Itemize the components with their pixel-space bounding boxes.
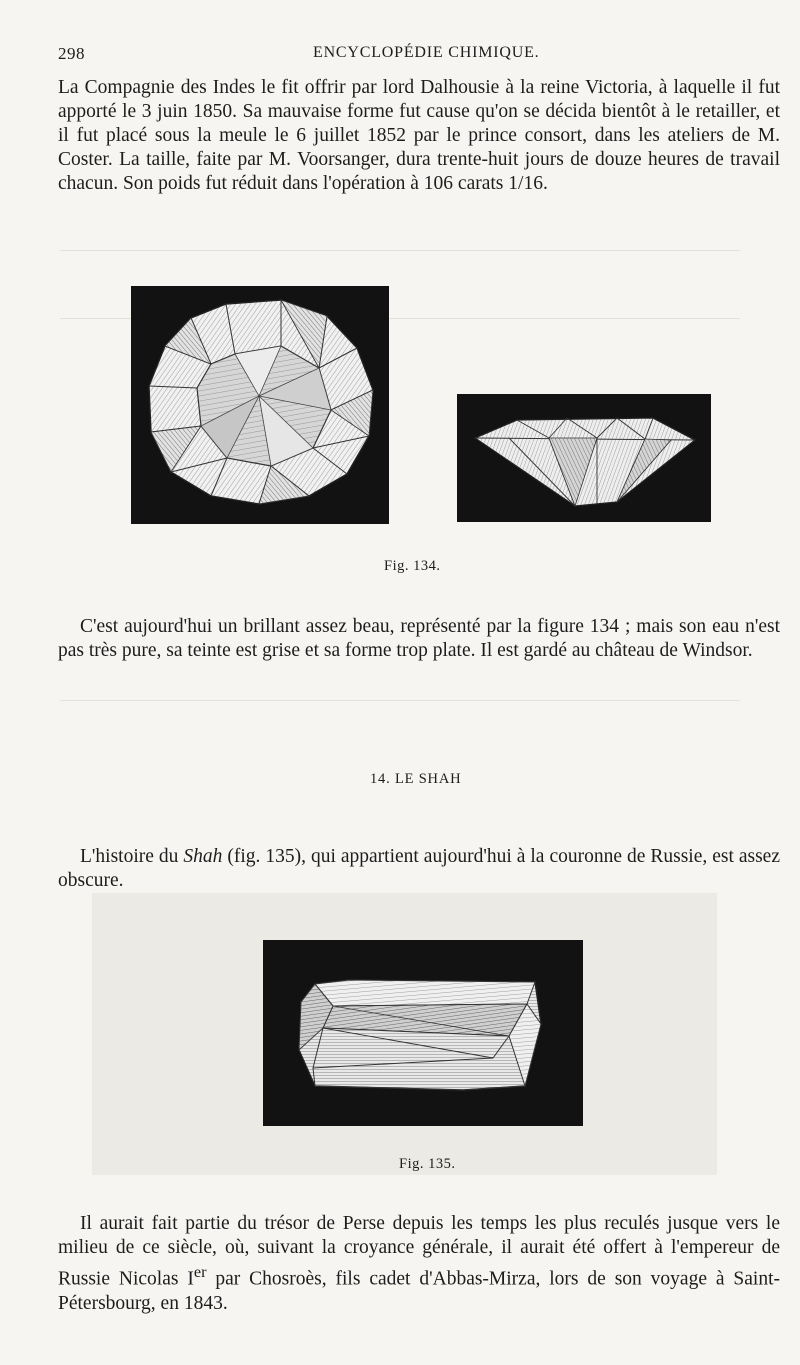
shah-name: Shah [183,846,223,867]
show-through-line [60,250,740,251]
paragraph-koh-description: C'est aujourd'hui un brillant assez beau, représenté par la figure 134 ; mais son eau n'est pas très pure, sa teinte est grise et sa forme trop plate. Il est gardé au château de Windsor. [58,616,780,661]
brilliant-side-engraving [457,394,711,522]
brilliant-top-engraving [131,286,389,524]
paragraph-shah-history [58,1212,780,1316]
shah-intro-text-continued: (fig. 135), qui appartient aujourd'hui à la couronne de Russie, est assez obscure. [58,846,780,891]
shah-diamond-engraving [263,940,583,1126]
section-heading: 14. LE SHAH [370,771,462,787]
figure-134-side-view [457,394,711,522]
running-title: ENCYCLOPÉDIE CHIMIQUE. [313,44,540,61]
figure-134-caption: Fig. 134. [384,558,441,574]
page-number: 298 [58,44,85,63]
paragraph-shah-intro [58,845,780,893]
page-header [58,44,758,68]
figure-134-top-view [131,286,389,524]
figure-135-caption: Fig. 135. [399,1156,456,1172]
show-through-line [60,700,740,701]
ordinal-superscript: er [193,1263,207,1281]
paragraph-koh-retailing: La Compagnie des Indes le fit offrir par lord Dalhousie à la reine Victoria, à laquelle il fut apporté le 3 juin 1850. Sa mauvaise forme fut cause qu'on se décida bientôt à le retailler, et il fut placé sous la meule le 6 juillet 1852 par le prince consort, dans les ateliers de M. Coster. La taille, faite par M. Voorsanger, dura trente-huit jours de douze heures de travail chacun. Son poids fut réduit dans l'opération à 106 carats 1/16. [58,77,780,194]
shah-history-text-continued: par Chosroès, fils cadet d'Abbas-Mirza, lors de son voyage à Saint-Pétersbourg, en 1843. [58,1268,780,1314]
shah-intro-text: L'histoire du [80,846,184,867]
figure-135-shah [263,940,583,1126]
shah-history-text: Il aurait fait partie du trésor de Perse depuis les temps les plus reculés jusque vers le milieu de ce siècle, où, suivant la croyance générale, il aurait été offert à l'empereur de Russie Nicolas I [58,1213,780,1290]
